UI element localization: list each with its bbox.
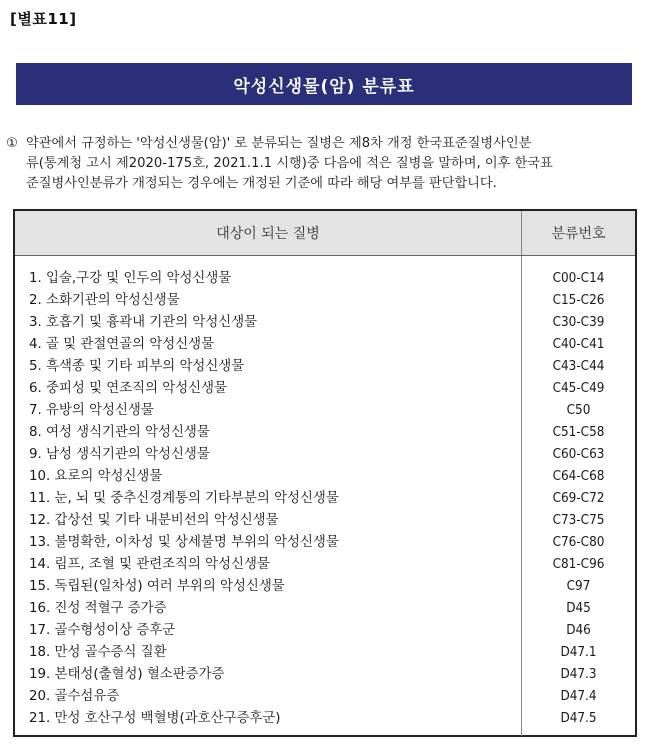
disease-column [15,256,522,736]
disease-cell: 12. 갑상선 및 기타 내분비선의 악성신생물 [29,513,279,528]
page-title: 악성신생물(암) 분류표 [233,76,415,97]
code-cell: C40-C41 [552,337,605,352]
disease-cell: 7. 유방의 악성신생물 [29,403,154,418]
code-cell: D47.1 [560,645,597,660]
code-cell: D45 [566,601,591,616]
disease-cell: 3. 호흡기 및 흉곽내 기관의 악성신생물 [29,315,258,330]
appendix-tag: [별표11] [10,10,77,28]
disease-cell: 8. 여성 생식기관의 악성신생물 [29,425,210,440]
disease-cell: 2. 소화기관의 악성신생물 [29,293,180,308]
disease-cell: 11. 눈, 뇌 및 중추신경계통의 기타부분의 악성신생물 [29,491,339,506]
title-banner [16,63,632,105]
disease-cell: 15. 독립된(일차성) 여러 부위의 악성신생물 [29,579,285,594]
disease-cell: 19. 본태성(출혈성) 혈소판증가증 [29,667,225,682]
code-cell: C64-C68 [552,469,605,484]
code-cell: C60-C63 [552,447,605,462]
header-disease: 대상이 되는 질병 [15,211,522,255]
note-paragraph [6,134,642,194]
code-cell: D47.5 [560,711,597,726]
code-cell: C97 [566,579,591,594]
code-column [522,256,635,736]
table-header [15,211,635,256]
disease-cell: 21. 만성 호산구성 백혈병(과호산구증후군) [29,711,281,726]
disease-cell: 14. 림프, 조혈 및 관련조직의 악성신생물 [29,557,270,572]
note-line-3: 준질병사인분류가 개정되는 경우에는 개정된 기준에 따라 해당 여부를 판단합니다. [26,176,497,191]
code-cell: C00-C14 [552,271,605,286]
code-cell: C50 [566,403,591,418]
code-cell: D46 [566,623,591,638]
header-code: 분류번호 [551,226,606,242]
disease-cell: 1. 입술,구강 및 인두의 악성신생물 [29,271,232,286]
note-marker: ① [6,136,18,151]
code-cell: C43-C44 [552,359,605,374]
code-cell: D47.4 [560,689,597,704]
disease-cell: 9. 남성 생식기관의 악성신생물 [29,447,210,462]
disease-cell: 18. 만성 골수증식 질환 [29,645,167,660]
code-cell: C81-C96 [552,557,605,572]
code-cell: C73-C75 [552,513,605,528]
code-cell: C69-C72 [552,491,605,506]
code-cell: D47.3 [560,667,597,682]
code-cell: C30-C39 [552,315,605,330]
code-cell: C51-C58 [552,425,605,440]
code-cell: C45-C49 [552,381,605,396]
disease-cell: 4. 골 및 관절연골의 악성신생물 [29,337,215,352]
table-body [15,256,635,736]
disease-cell: 20. 골수섬유증 [29,689,120,704]
disease-cell: 6. 중피성 및 연조직의 악성신생물 [29,381,227,396]
note-line-1 [6,134,642,154]
disease-cell: 5. 흑색종 및 기타 피부의 악성신생물 [29,359,245,374]
code-cell: C15-C26 [552,293,605,308]
disease-cell: 16. 진성 적혈구 증가증 [29,601,167,616]
note-line-2: 류(통계청 고시 제2020-175호, 2021.1.1 시행)중 다음에 적은 질병을 말하며, 이후 한국표 [26,156,553,171]
disease-cell: 17. 골수형성이상 증후군 [29,623,176,638]
note-line-text: 약관에서 규정하는 '악성신생물(암)' 로 분류되는 질병은 제8차 개정 한국표준질병사인분 [26,136,532,151]
disease-cell: 10. 요로의 악성신생물 [29,469,163,484]
classification-table [13,209,637,737]
code-cell: C76-C80 [552,535,605,550]
disease-cell: 13. 불명확한, 이차성 및 상세불명 부위의 악성신생물 [29,535,339,550]
